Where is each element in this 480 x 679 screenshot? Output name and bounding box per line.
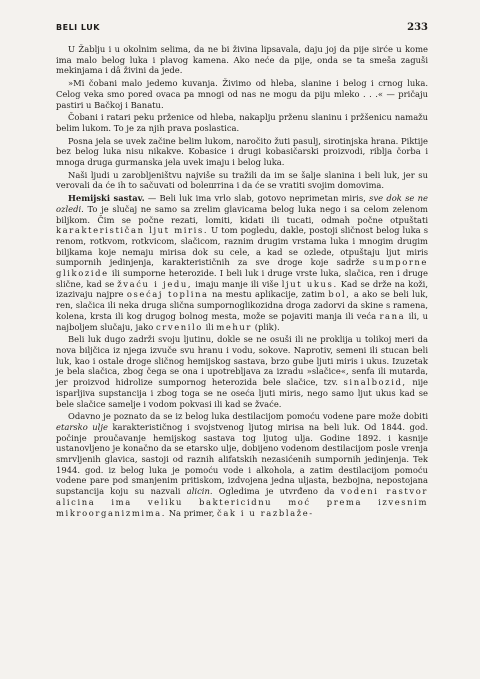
text-run: »Mi čobani malo jedemo kuvanja. Živimo od hleba, slanine i belog i crnog luka. Celog veka smo pored ovaca pa mnogi od nas ne mogu da piju mleko . . .« — pričaju pastiri u Bačkoj i Banatu. [56, 78, 428, 110]
spaced-emphasis: vodeni rastvor alicina ima veliku baktericidnu moć prema izvesnim mikroorganizmima. [56, 486, 428, 518]
text-run: Kad se drže na koži, izazivaju najpre [56, 278, 428, 300]
paragraph [56, 136, 428, 168]
text-run: nije isparljiva supstancija i zbog toga se ne oseća ljuti miris, nego samo ljut ukus kad se bele slačice samelje i vodom pokvasi ili kad se žvaće. [56, 377, 428, 409]
italic-text: sve dok se ne ozledi. [56, 193, 428, 214]
text-run: To je slučaj ne samo sa zrelim glavicama belog luka nego i sa celom zelenom biljkom. Čim se počne rezati, lomiti, kidati ili tucati, odmah počne otpuštati [56, 203, 428, 225]
paragraph [56, 334, 428, 409]
text-run: ili [202, 321, 217, 332]
text-run: ili sumporne heterozide. I beli luk i druge vrste luka, slačica, ren i druge slične, kad se [56, 268, 428, 289]
paragraph [56, 44, 428, 76]
text-run: U Žablju i u okolnim selima, da ne bi živina lipsavala, daju joj da pije sirće u kome ima malo belog luka i plavog kamena. Ako neće da pije, onda se ta smeša zaguši mekinjama i dâ živini da jede. [56, 44, 428, 76]
spaced-emphasis: ljut ukus. [281, 278, 338, 289]
spaced-emphasis: rana [379, 310, 406, 321]
text-run: Ogledima je utvrđeno da [212, 486, 341, 497]
spaced-emphasis: bol, [328, 289, 351, 300]
text-run: Odavno je poznato da se iz belog luka destilacijom pomoću vodene pare može dobiti [68, 411, 428, 422]
page-number: 233 [407, 22, 428, 33]
text-run: — Beli luk ima vrlo slab, gotovo neprimetan miris, [144, 193, 370, 204]
paragraph [56, 112, 428, 133]
spaced-emphasis: karakterističan ljut miris. [56, 225, 209, 236]
text-run: Na primer, [166, 507, 218, 518]
text-run: ili, u najboljem slučaju, jako [56, 310, 429, 332]
paragraph [56, 78, 428, 110]
paragraph-hemijski-sastav [56, 193, 428, 332]
text-run: Čobani i ratari peku prženice od hleba, nakaplju prženu slaninu i pržšenicu namažu belim lukom. To je za njih prava poslastica. [56, 112, 428, 133]
text-run: (plik). [252, 321, 280, 332]
text-run: karakterističnog i svojstvenog ljutog mirisa na beli luk. Od 1844. god. počinje proučavanje hemijskog sastava tog ljutog ulja. Godine 1892. i kasnije ustanovljeno je konačno da se etarsko ulje, dobijeno vodenom destilacijom posle vrenja smrvljenih glavica, sastoji od raznih alifatskih nezasićenih sumpornih jedinjenja. Tek 1944. god. iz belog luka je pomoću vode i alkohola, a zatim destilacijom pomoću vodene pare pod smanjenim pritiskom, izdvojena jedna uljasta, bezbojna, nepostojana supstancija koju su nazvali [56, 421, 428, 497]
paragraph [56, 170, 428, 191]
spaced-emphasis: crvenilo [155, 321, 203, 332]
text-run: na mestu aplikacije, zatim [208, 289, 329, 300]
text-run: Naši ljudi u zarobljeništvu najviše su tražili da im se šalje slanina i beli luk, jer su verovali da će ih to sačuvati od bolештina i da će se vratiti svojim domovima. [56, 169, 428, 191]
text-run: Beli luk dugo zadrži svoju ljutinu, dokle se ne osuši ili ne proklija u tolikoj meri da nova biljčica iz njega izvuče svu hranu i vodu, sokove. Naprotiv, semeni ili stucan beli luk, kao i ostale droge sličnog hemijskog sastava, brzo gube ljuti miris i ukus. Izuzetak je bela slačica, zbog čega se ona i upotrebljava za izradu »slačice«, senfa ili mutarda, jer proizvod hidrolize sumpornog heterozida bele slačice, tzv. [56, 334, 428, 388]
spaced-emphasis: čak i u razblaže- [217, 507, 314, 518]
italic-text: alicin. [186, 486, 213, 497]
spaced-emphasis: sinalbozid, [343, 377, 407, 388]
text-run: a ako se beli luk, ren, slačica ili neka druga slična sumpornoglikozidna droga zadorvi da skine s ramena, kolena, krsta ili kog drugog bolnog mesta, može se pojaviti manja ili veća [56, 289, 428, 321]
paragraph [56, 411, 428, 518]
page-header [56, 22, 428, 38]
spaced-emphasis: osećaj toplina [126, 289, 209, 300]
text-run: imaju manje ili više [192, 278, 282, 289]
spaced-emphasis: sumporne glikozide [56, 257, 428, 279]
spaced-emphasis: žvaću i jedu, [117, 278, 193, 289]
text-run: U tom pogledu, dakle, postoji sličnost belog luka s renom, rotkvom, rotkvicom, slačicom, raznim drugim vrstama luka i mnogim drugim biljkama koje nemaju mirisa dok su cele, a kad se ozlede, otpuštaju ljut miris sumpornih jedinjenja, karakterističnih za sve droge koje sadrže [56, 225, 428, 268]
spaced-emphasis: mehur [216, 321, 253, 332]
section-heading: Hemijski sastav. [68, 193, 145, 204]
running-head: BELI LUK [56, 23, 100, 32]
body-text [56, 44, 428, 520]
text-run: Posna jela se uvek začine belim lukom, naročito žuti pasulj, sirotinjska hrana. Piktije bez belog luka nisu nikakve. Kobasice i drugi kobasičarski proizvodi, riblja čorba i mnoga druga gurmanska jela uvek imaju i belog luka. [56, 135, 428, 168]
italic-text: etarsko ulje [56, 421, 108, 432]
